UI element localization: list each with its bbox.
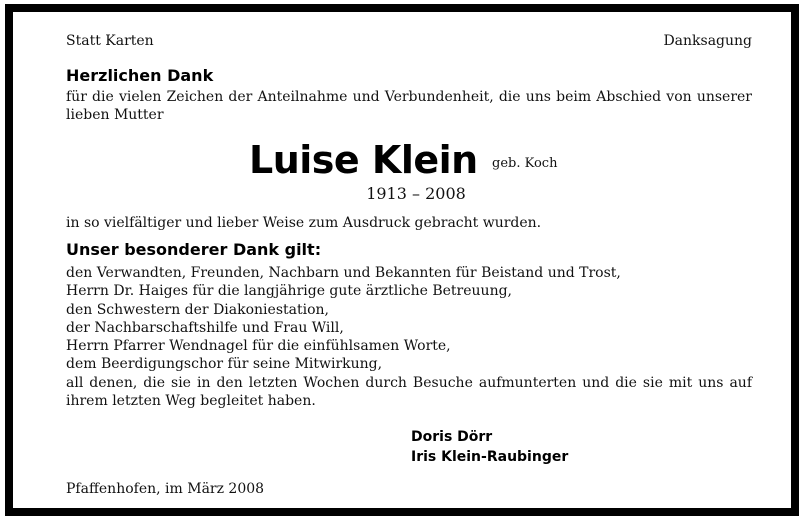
deceased-block [66,136,752,186]
thanks-intro: für die vielen Zeichen der Anteilnahme und Verbundenheit, die uns beim Abschied von unserer lieben Mutter [66,89,752,123]
list-item: Herrn Pfarrer Wendnagel für die einfühlsamen Worte, [66,338,451,355]
list-item: dem Beerdigungschor für seine Mitwirkung, [66,356,383,373]
signers [411,427,568,467]
list-item: all denen, die sie in den letzten Wochen durch Besuche aufmunterten und die sie mit uns auf ihrem letzten Weg begleitet haben. [66,374,752,410]
notice-frame [5,4,799,516]
list-item: der Nachbarschaftshilfe und Frau Will, [66,319,344,336]
deceased-birth-name: geb. Koch [492,156,558,171]
notice-content [66,32,752,502]
list-item: den Schwestern der Diakoniestation, [66,301,329,318]
thanks-heading: Herzlichen Dank [66,66,214,85]
closing-line: in so vielfältiger und lieber Weise zum Ausdruck gebracht wurden. [66,215,542,231]
list-item: Herrn Dr. Haiges für die langjährige gute ärztliche Betreuung, [66,283,512,300]
list-item: den Verwandten, Freunden, Nachbarn und Bekannten für Beistand und Trost, [66,265,621,281]
signer-name: Doris Dörr [411,429,493,445]
deceased-name: Luise Klein [249,138,478,182]
deceased-dates: 1913 – 2008 [366,184,466,203]
header-left-text: Statt Karten [66,33,154,49]
special-thanks-list [66,264,752,410]
header-right-text: Danksagung [663,33,752,49]
signer-name: Iris Klein-Raubinger [411,449,569,465]
special-thanks-heading: Unser besonderer Dank gilt: [66,240,322,259]
place-date: Pfaffenhofen, im März 2008 [66,481,265,497]
